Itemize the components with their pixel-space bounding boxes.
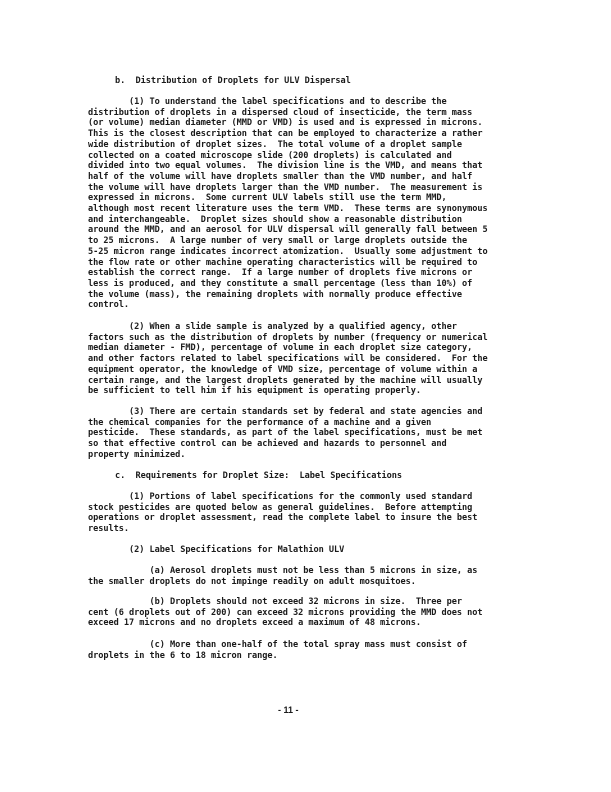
text-line: around the MMD, and an aerosol for ULV dispersal will generally fall between 5: [88, 225, 488, 236]
text-line: distribution of droplets in a dispersed cloud of insecticide, the term mass: [88, 107, 473, 118]
text-line: wide distribution of droplet sizes. The total volume of a droplet sample: [88, 139, 463, 150]
text-line: collected on a coated microscope slide (200 droplets) is calculated and: [88, 150, 452, 161]
text-line: droplets in the 6 to 18 micron range.: [88, 650, 278, 661]
text-line: equipment operator, the knowledge of VMD size, percentage of volume within a: [88, 364, 478, 375]
text-line: (2) When a slide sample is analyzed by a qualified agency, other: [88, 322, 457, 332]
text-line: (b) Droplets should not exceed 32 microns in size. Three per: [88, 597, 463, 607]
text-line: pesticide. These standards, as part of the label specifications, must be met: [88, 428, 483, 439]
text-line: operations or droplet assessment, read the complete label to insure the best: [88, 513, 478, 524]
text-line: (a) Aerosol droplets must not be less than 5 microns in size, as: [88, 566, 478, 576]
text-line: median diameter - FMD), percentage of volume in each droplet size category,: [88, 343, 473, 354]
text-line: although most recent literature uses the term VMD. These terms are synonymous: [88, 204, 488, 214]
text-line: (1) To understand the label specifications and to describe the: [88, 97, 447, 107]
section-b-heading: b. Distribution of Droplets for ULV Dispersal: [115, 76, 351, 86]
text-line: the smaller droplets do not impinge readily on adult mosquitoes.: [88, 576, 416, 587]
text-line: stock pesticides are quoted below as general guidelines. Before attempting: [88, 502, 473, 513]
text-line: (1) Portions of label specifications for the commonly used standard: [88, 492, 473, 502]
text-line: establish the correct range. If a large number of droplets five microns or: [88, 268, 473, 279]
text-line: certain range, and the largest droplets generated by the machine will usually: [88, 375, 483, 386]
text-line: exceed 17 microns and no droplets exceed a maximum of 48 microns.: [88, 618, 422, 629]
text-line: (or volume) median diameter (MMD or VMD) is used and is expressed in microns.: [88, 118, 483, 129]
text-line: less is produced, and they constitute a small percentage (less than 10%) of: [88, 278, 473, 289]
text-line: the flow rate or other machine operating characteristics will be required to: [88, 257, 478, 268]
text-line: (3) There are certain standards set by federal and state agencies and: [88, 407, 483, 417]
text-line: and interchangeable. Droplet sizes should show a reasonable distribution: [88, 214, 463, 225]
text-line: be sufficient to tell him if his equipment is operating properly.: [88, 386, 422, 397]
text-line: the volume will have droplets larger than the VMD number. The measurement is: [88, 182, 483, 193]
text-line: half of the volume will have droplets smaller than the VMD number, and half: [88, 171, 473, 182]
page-number: - 11 -: [278, 705, 299, 715]
text-line: so that effective control can be achieved and hazards to personnel and: [88, 439, 447, 450]
text-line: (c) More than one-half of the total spray mass must consist of: [88, 640, 468, 650]
text-line: expressed in microns. Some current ULV labels still use the term MMD,: [88, 193, 447, 204]
text-line: control.: [88, 300, 129, 311]
text-line: results.: [88, 524, 129, 535]
text-line: the chemical companies for the performance of a machine and a given: [88, 417, 432, 428]
text-line: factors such as the distribution of droplets by number (frequency or numerical: [88, 332, 488, 343]
text-line: (2) Label Specifications for Malathion ULV: [88, 545, 345, 555]
text-line: This is the closest description that can be employed to characterize a rather: [88, 129, 483, 140]
text-line: the volume (mass), the remaining droplets with normally produce effective: [88, 289, 463, 300]
text-line: 5-25 micron range indicates incorrect atomization. Usually some adjustment to: [88, 246, 488, 257]
text-line: property minimized.: [88, 449, 186, 460]
text-line: to 25 microns. A large number of very small or large droplets outside the: [88, 236, 468, 247]
section-c-heading: c. Requirements for Droplet Size: Label Specifications: [115, 471, 402, 481]
text-line: divided into two equal volumes. The division line is the VMD, and means that: [88, 161, 483, 172]
text-line: and other factors related to label specifications will be considered. For the: [88, 354, 488, 365]
text-line: cent (6 droplets out of 200) can exceed 32 microns providing the MMD does not: [88, 607, 483, 618]
